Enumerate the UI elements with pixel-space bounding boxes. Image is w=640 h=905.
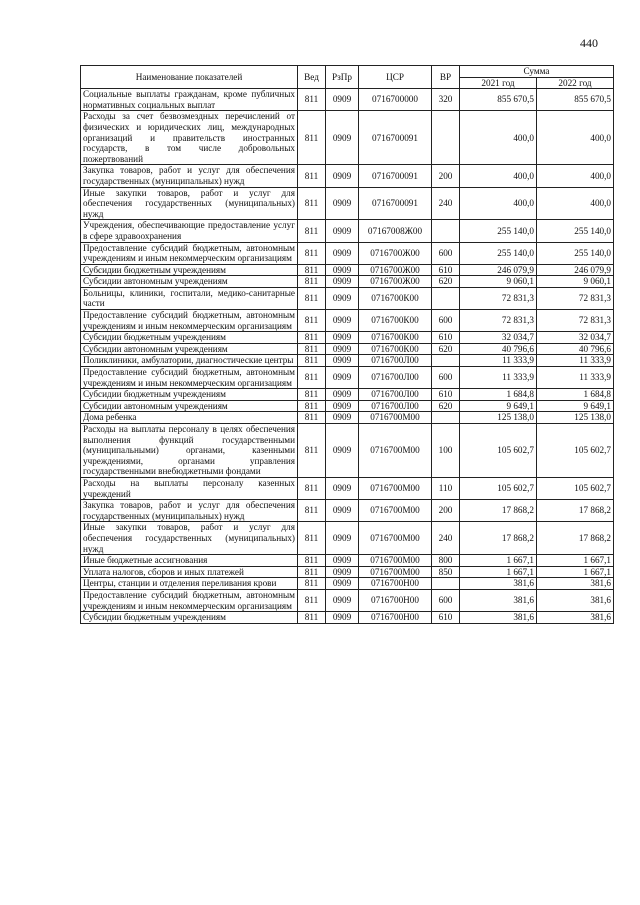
row-sum-2021: 105 602,7 <box>460 477 537 499</box>
row-vr: 610 <box>432 389 460 401</box>
header-csr: ЦСР <box>359 66 432 89</box>
row-sum-2021: 72 831,3 <box>460 287 537 309</box>
row-sum-2022: 255 140,0 <box>537 242 614 264</box>
row-vr: 850 <box>432 566 460 578</box>
row-csr: 0716700К00 <box>359 310 432 332</box>
row-ved: 811 <box>298 187 326 220</box>
row-ved: 811 <box>298 500 326 522</box>
row-sum-2021: 1 667,1 <box>460 566 537 578</box>
row-csr: 0716700Н00 <box>359 589 432 611</box>
row-sum-2022: 40 796,6 <box>537 343 614 355</box>
row-sum-2021: 400,0 <box>460 165 537 187</box>
row-vr <box>432 578 460 590</box>
row-name: Учреждения, обеспечивающие предоставление услуг в сфере здравоохранения <box>81 220 298 242</box>
row-name: Субсидии автономным учреждениям <box>81 400 298 412</box>
row-csr: 0716700К00 <box>359 287 432 309</box>
row-sum-2021: 400,0 <box>460 111 537 165</box>
row-vr <box>432 111 460 165</box>
row-vr: 600 <box>432 310 460 332</box>
table-row <box>81 424 614 478</box>
table-header <box>81 66 614 89</box>
row-sum-2021: 381,6 <box>460 578 537 590</box>
row-ved: 811 <box>298 264 326 276</box>
row-sum-2021: 105 602,7 <box>460 424 537 478</box>
row-rzpr: 0909 <box>326 242 359 264</box>
row-csr: 0716700Ж00 <box>359 276 432 288</box>
row-rzpr: 0909 <box>326 287 359 309</box>
row-rzpr: 0909 <box>326 220 359 242</box>
row-rzpr: 0909 <box>326 367 359 389</box>
row-csr: 0716700Н00 <box>359 578 432 590</box>
row-sum-2021: 381,6 <box>460 589 537 611</box>
row-vr: 600 <box>432 242 460 264</box>
row-sum-2021: 9 649,1 <box>460 400 537 412</box>
header-year-2021: 2021 год <box>460 77 537 89</box>
row-sum-2021: 400,0 <box>460 187 537 220</box>
table-row <box>81 612 614 624</box>
row-rzpr: 0909 <box>326 500 359 522</box>
row-rzpr: 0909 <box>326 276 359 288</box>
row-name: Иные бюджетные ассигнования <box>81 555 298 567</box>
row-name: Поликлиники, амбулатории, диагностические центры <box>81 355 298 367</box>
table-row <box>81 220 614 242</box>
row-sum-2022: 1 667,1 <box>537 555 614 567</box>
row-csr: 0716700091 <box>359 187 432 220</box>
row-csr: 0716700М00 <box>359 522 432 555</box>
row-csr: 0716700091 <box>359 111 432 165</box>
row-rzpr: 0909 <box>326 400 359 412</box>
row-sum-2022: 381,6 <box>537 578 614 590</box>
row-csr: 0716700К00 <box>359 343 432 355</box>
row-csr: 0716700М00 <box>359 555 432 567</box>
row-sum-2021: 1 667,1 <box>460 555 537 567</box>
row-csr: 0716700091 <box>359 165 432 187</box>
row-vr: 240 <box>432 522 460 555</box>
row-vr: 610 <box>432 612 460 624</box>
row-sum-2022: 381,6 <box>537 589 614 611</box>
row-csr: 07167008Ж00 <box>359 220 432 242</box>
row-sum-2022: 105 602,7 <box>537 424 614 478</box>
row-name: Субсидии автономным учреждениям <box>81 276 298 288</box>
table-row <box>81 287 614 309</box>
table-row <box>81 276 614 288</box>
row-name: Субсидии автономным учреждениям <box>81 343 298 355</box>
row-vr: 110 <box>432 477 460 499</box>
row-sum-2022: 381,6 <box>537 612 614 624</box>
row-vr <box>432 220 460 242</box>
row-csr: 0716700М00 <box>359 500 432 522</box>
row-vr <box>432 412 460 424</box>
row-sum-2021: 40 796,6 <box>460 343 537 355</box>
row-vr: 600 <box>432 367 460 389</box>
row-name: Субсидии бюджетным учреждениям <box>81 612 298 624</box>
row-csr: 0716700М00 <box>359 424 432 478</box>
row-rzpr: 0909 <box>326 332 359 344</box>
row-rzpr: 0909 <box>326 165 359 187</box>
row-csr: 0716700М00 <box>359 477 432 499</box>
row-rzpr: 0909 <box>326 566 359 578</box>
row-name: Расходы на выплаты персоналу казенных учреждений <box>81 477 298 499</box>
header-year-2022: 2022 год <box>537 77 614 89</box>
row-rzpr: 0909 <box>326 589 359 611</box>
row-ved: 811 <box>298 612 326 624</box>
row-name: Расходы на выплаты персоналу в целях обеспечения выполнения функций государственными (муниципальными) органами, казенными учреждениями, органами управления государственными внебюджетными фондами <box>81 424 298 478</box>
row-sum-2021: 255 140,0 <box>460 242 537 264</box>
row-ved: 811 <box>298 355 326 367</box>
row-name: Больницы, клиники, госпитали, медико-санитарные части <box>81 287 298 309</box>
row-name: Дома ребенка <box>81 412 298 424</box>
row-sum-2022: 105 602,7 <box>537 477 614 499</box>
row-csr: 0716700М00 <box>359 412 432 424</box>
row-rzpr: 0909 <box>326 310 359 332</box>
row-rzpr: 0909 <box>326 355 359 367</box>
row-csr: 0716700Ж00 <box>359 264 432 276</box>
row-sum-2022: 72 831,3 <box>537 287 614 309</box>
row-name: Субсидии бюджетным учреждениям <box>81 264 298 276</box>
row-ved: 811 <box>298 287 326 309</box>
row-ved: 811 <box>298 220 326 242</box>
row-ved: 811 <box>298 477 326 499</box>
row-sum-2022: 1 667,1 <box>537 566 614 578</box>
row-ved: 811 <box>298 276 326 288</box>
row-sum-2022: 400,0 <box>537 111 614 165</box>
row-sum-2021: 855 670,5 <box>460 89 537 111</box>
row-rzpr: 0909 <box>326 111 359 165</box>
row-name: Центры, станции и отделения переливания крови <box>81 578 298 590</box>
table-row <box>81 578 614 590</box>
row-vr: 620 <box>432 276 460 288</box>
row-rzpr: 0909 <box>326 522 359 555</box>
row-ved: 811 <box>298 400 326 412</box>
row-name: Субсидии бюджетным учреждениям <box>81 389 298 401</box>
row-rzpr: 0909 <box>326 343 359 355</box>
row-rzpr: 0909 <box>326 555 359 567</box>
row-name: Предоставление субсидий бюджетным, автономным учреждениям и иным некоммерческим организациям <box>81 310 298 332</box>
row-sum-2022: 17 868,2 <box>537 500 614 522</box>
header-name: Наименование показателей <box>81 66 298 89</box>
row-ved: 811 <box>298 111 326 165</box>
row-vr: 240 <box>432 187 460 220</box>
header-sum: Сумма <box>460 66 614 78</box>
row-sum-2022: 72 831,3 <box>537 310 614 332</box>
row-sum-2021: 11 333,9 <box>460 367 537 389</box>
row-sum-2022: 1 684,8 <box>537 389 614 401</box>
row-name: Закупка товаров, работ и услуг для обеспечения государственных (муниципальных) нужд <box>81 500 298 522</box>
table-row <box>81 111 614 165</box>
row-name: Иные закупки товаров, работ и услуг для обеспечения государственных (муниципальных) нужд <box>81 522 298 555</box>
row-name: Социальные выплаты гражданам, кроме публичных нормативных социальных выплат <box>81 89 298 111</box>
row-vr: 100 <box>432 424 460 478</box>
row-name: Закупка товаров, работ и услуг для обеспечения государственных (муниципальных) нужд <box>81 165 298 187</box>
header-rzpr: РзПр <box>326 66 359 89</box>
page-number: 440 <box>580 36 598 50</box>
row-csr: 0716700Ж00 <box>359 242 432 264</box>
table-row <box>81 89 614 111</box>
row-sum-2021: 17 868,2 <box>460 500 537 522</box>
row-sum-2021: 17 868,2 <box>460 522 537 555</box>
row-rzpr: 0909 <box>326 412 359 424</box>
row-vr <box>432 355 460 367</box>
row-name: Предоставление субсидий бюджетным, автономным учреждениям и иным некоммерческим организациям <box>81 589 298 611</box>
row-csr: 0716700К00 <box>359 332 432 344</box>
table-row <box>81 389 614 401</box>
row-csr: 0716700Л00 <box>359 367 432 389</box>
row-vr: 600 <box>432 589 460 611</box>
row-rzpr: 0909 <box>326 89 359 111</box>
row-sum-2022: 400,0 <box>537 165 614 187</box>
row-sum-2022: 17 868,2 <box>537 522 614 555</box>
row-sum-2022: 855 670,5 <box>537 89 614 111</box>
row-ved: 811 <box>298 389 326 401</box>
row-rzpr: 0909 <box>326 477 359 499</box>
row-sum-2022: 246 079,9 <box>537 264 614 276</box>
row-vr: 320 <box>432 89 460 111</box>
row-ved: 811 <box>298 566 326 578</box>
table-row <box>81 367 614 389</box>
row-csr: 0716700Л00 <box>359 400 432 412</box>
row-rzpr: 0909 <box>326 578 359 590</box>
row-name: Иные закупки товаров, работ и услуг для обеспечения государственных (муниципальных) нужд <box>81 187 298 220</box>
row-csr: 0716700000 <box>359 89 432 111</box>
header-vr: ВР <box>432 66 460 89</box>
row-sum-2022: 32 034,7 <box>537 332 614 344</box>
row-sum-2022: 9 649,1 <box>537 400 614 412</box>
table-row <box>81 355 614 367</box>
table-row <box>81 343 614 355</box>
row-vr: 620 <box>432 343 460 355</box>
row-ved: 811 <box>298 343 326 355</box>
row-rzpr: 0909 <box>326 612 359 624</box>
table-row <box>81 332 614 344</box>
row-ved: 811 <box>298 332 326 344</box>
table-row <box>81 522 614 555</box>
row-vr: 610 <box>432 264 460 276</box>
row-ved: 811 <box>298 310 326 332</box>
table-row <box>81 566 614 578</box>
header-ved: Вед <box>298 66 326 89</box>
table-row <box>81 589 614 611</box>
row-ved: 811 <box>298 412 326 424</box>
row-ved: 811 <box>298 89 326 111</box>
table-row <box>81 412 614 424</box>
table-row <box>81 242 614 264</box>
row-sum-2021: 32 034,7 <box>460 332 537 344</box>
row-csr: 0716700Н00 <box>359 612 432 624</box>
table-row <box>81 187 614 220</box>
row-csr: 0716700Л00 <box>359 355 432 367</box>
row-sum-2022: 11 333,9 <box>537 355 614 367</box>
row-sum-2021: 11 333,9 <box>460 355 537 367</box>
row-sum-2021: 381,6 <box>460 612 537 624</box>
table-row <box>81 555 614 567</box>
row-vr <box>432 287 460 309</box>
row-ved: 811 <box>298 242 326 264</box>
table-row <box>81 310 614 332</box>
table-body <box>81 89 614 624</box>
table-row <box>81 264 614 276</box>
row-ved: 811 <box>298 424 326 478</box>
row-name: Субсидии бюджетным учреждениям <box>81 332 298 344</box>
row-ved: 811 <box>298 578 326 590</box>
row-rzpr: 0909 <box>326 389 359 401</box>
row-sum-2022: 400,0 <box>537 187 614 220</box>
row-sum-2022: 11 333,9 <box>537 367 614 389</box>
table-row <box>81 500 614 522</box>
row-ved: 811 <box>298 555 326 567</box>
row-sum-2021: 246 079,9 <box>460 264 537 276</box>
row-ved: 811 <box>298 522 326 555</box>
row-sum-2022: 255 140,0 <box>537 220 614 242</box>
row-rzpr: 0909 <box>326 264 359 276</box>
row-rzpr: 0909 <box>326 187 359 220</box>
row-ved: 811 <box>298 367 326 389</box>
row-sum-2021: 9 060,1 <box>460 276 537 288</box>
table-row <box>81 477 614 499</box>
table-row <box>81 165 614 187</box>
table-row <box>81 400 614 412</box>
row-sum-2021: 255 140,0 <box>460 220 537 242</box>
row-rzpr: 0909 <box>326 424 359 478</box>
row-sum-2022: 9 060,1 <box>537 276 614 288</box>
row-name: Предоставление субсидий бюджетным, автономным учреждениям и иным некоммерческим организациям <box>81 242 298 264</box>
row-csr: 0716700М00 <box>359 566 432 578</box>
row-sum-2021: 125 138,0 <box>460 412 537 424</box>
row-vr: 610 <box>432 332 460 344</box>
row-vr: 800 <box>432 555 460 567</box>
row-vr: 620 <box>432 400 460 412</box>
row-vr: 200 <box>432 165 460 187</box>
row-csr: 0716700Л00 <box>359 389 432 401</box>
row-vr: 200 <box>432 500 460 522</box>
row-sum-2021: 1 684,8 <box>460 389 537 401</box>
row-ved: 811 <box>298 589 326 611</box>
row-name: Уплата налогов, сборов и иных платежей <box>81 566 298 578</box>
row-sum-2021: 72 831,3 <box>460 310 537 332</box>
row-sum-2022: 125 138,0 <box>537 412 614 424</box>
row-name: Расходы за счет безвозмездных перечислений от физических и юридических лиц, международных организаций и правительств иностранных государств, в том числе добровольных пожертвований <box>81 111 298 165</box>
row-ved: 811 <box>298 165 326 187</box>
budget-table <box>80 65 614 624</box>
row-name: Предоставление субсидий бюджетным, автономным учреждениям и иным некоммерческим организациям <box>81 367 298 389</box>
